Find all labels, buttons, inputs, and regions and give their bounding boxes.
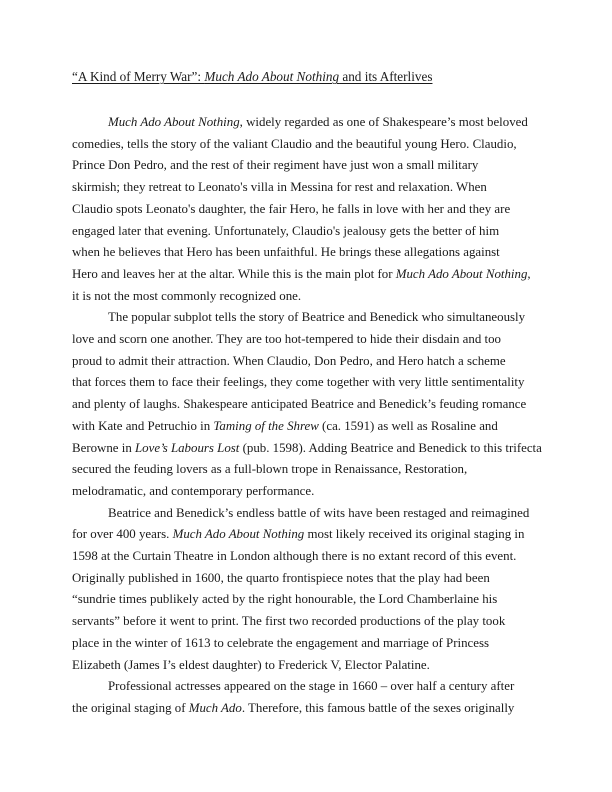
text-line <box>72 307 534 329</box>
text-run: , <box>527 266 531 281</box>
text-line <box>72 286 534 308</box>
text-run: The popular subplot tells the story of Beatrice and Benedick who simultaneously <box>108 310 526 325</box>
text-line <box>72 698 534 720</box>
text-line <box>72 177 534 199</box>
text-line <box>72 351 534 373</box>
text-run: love and scorn one another. They are too hot-tempered to hide their disdain and too <box>72 332 501 347</box>
text-line <box>72 503 534 525</box>
italic-title: Much Ado About Nothing <box>108 115 240 129</box>
text-run: Originally published in 1600, the quarto frontispiece notes that the play had been <box>72 570 490 585</box>
text-run: that forces them to face their feelings, they come together with very little sentimentality <box>72 375 525 390</box>
italic-title: Much Ado About Nothing <box>395 266 528 281</box>
text-run: when he believes that Hero has been unfaithful. He brings these allegations against <box>72 245 500 260</box>
italic-title: Love’s Labours Lost <box>135 440 240 455</box>
text-run: , widely regarded as one of Shakespeare’s most beloved <box>239 115 528 129</box>
italic-title: Much Ado <box>188 700 242 715</box>
text-run: Beatrice and Benedick’s endless battle of wits have been restaged and reimagined <box>108 505 530 520</box>
text-run: Prince Don Pedro, and the rest of their regiment have just won a small military <box>72 158 479 173</box>
italic-title: Taming of the Shrew <box>213 418 319 433</box>
text-run: with Kate and Petruchio in <box>72 418 214 433</box>
text-run: servants” before it went to print. The first two recorded productions of the play took <box>72 614 506 629</box>
title-play-name: Much Ado About Nothing <box>204 69 340 84</box>
text-run: engaged later that evening. Unfortunately, Claudio's jealousy gets the better of him <box>72 223 500 238</box>
text-run: Claudio spots Leonato's daughter, the fair Hero, he falls in love with her and they are <box>72 201 511 216</box>
text-line <box>72 611 534 633</box>
text-run: . Therefore, this famous battle of the sexes originally <box>241 700 515 715</box>
italic-title: Much Ado About Nothing <box>172 527 305 542</box>
document-title <box>72 66 534 88</box>
text-run: “sundrie times publikely acted by the right honourable, the Lord Chamberlaine his <box>72 592 498 607</box>
text-line <box>72 524 534 546</box>
paragraph <box>72 112 534 307</box>
text-line <box>72 568 534 590</box>
text-run: comedies, tells the story of the valiant Claudio and the beautiful young Hero. Claudio, <box>72 136 517 151</box>
text-line <box>72 329 534 351</box>
text-run: proud to admit their attraction. When Claudio, Don Pedro, and Hero hatch a scheme <box>72 353 506 368</box>
text-run: melodramatic, and contemporary performance. <box>72 483 315 498</box>
text-run: Elizabeth (James I’s eldest daughter) to Frederick V, Elector Palatine. <box>72 657 430 672</box>
text-run: and plenty of laughs. Shakespeare anticipated Beatrice and Benedick’s feuding romance <box>72 397 527 412</box>
text-run: Hero and leaves her at the altar. While this is the main plot for <box>72 266 396 281</box>
text-run: secured the feuding lovers as a full-blown trope in Renaissance, Restoration, <box>72 462 468 477</box>
text-line <box>72 242 534 264</box>
text-line <box>72 112 534 134</box>
text-line <box>72 416 534 438</box>
text-line <box>72 438 542 460</box>
title-rest: and its Afterlives <box>339 69 433 84</box>
text-run: 1598 at the Curtain Theatre in London although there is no extant record of this event. <box>72 549 517 564</box>
text-run: Berowne in <box>72 440 136 455</box>
text-line <box>72 676 534 698</box>
text-line <box>72 264 534 286</box>
text-run: (pub. 1598). Adding Beatrice and Benedick to this trifecta <box>239 440 542 455</box>
text-line <box>72 655 534 677</box>
paragraph <box>72 676 534 719</box>
text-run: skirmish; they retreat to Leonato's villa in Messina for rest and relaxation. When <box>72 180 487 195</box>
paragraph <box>72 503 534 677</box>
text-line <box>72 459 534 481</box>
text-run: Professional actresses appeared on the stage in 1660 – over half a century after <box>108 679 515 694</box>
text-line <box>72 546 534 568</box>
text-run: (ca. 1591) as well as Rosaline and <box>318 418 498 433</box>
title-quote: “A Kind of Merry War”: <box>72 69 205 84</box>
text-line <box>72 481 534 503</box>
text-line <box>72 155 534 177</box>
text-run: most likely received its original staging in <box>304 527 525 542</box>
text-line <box>72 372 534 394</box>
text-run: for over 400 years. <box>72 527 173 542</box>
text-line <box>72 589 534 611</box>
text-line <box>72 134 534 156</box>
text-line <box>72 199 534 221</box>
text-line <box>72 394 534 416</box>
text-line <box>72 221 534 243</box>
text-run: place in the winter of 1613 to celebrate the engagement and marriage of Princess <box>72 635 489 650</box>
paragraph <box>72 307 542 502</box>
text-run: it is not the most commonly recognized one. <box>72 288 302 303</box>
document-page <box>72 66 542 720</box>
text-run: the original staging of <box>72 700 189 715</box>
text-line <box>72 633 534 655</box>
body-text <box>72 112 542 720</box>
